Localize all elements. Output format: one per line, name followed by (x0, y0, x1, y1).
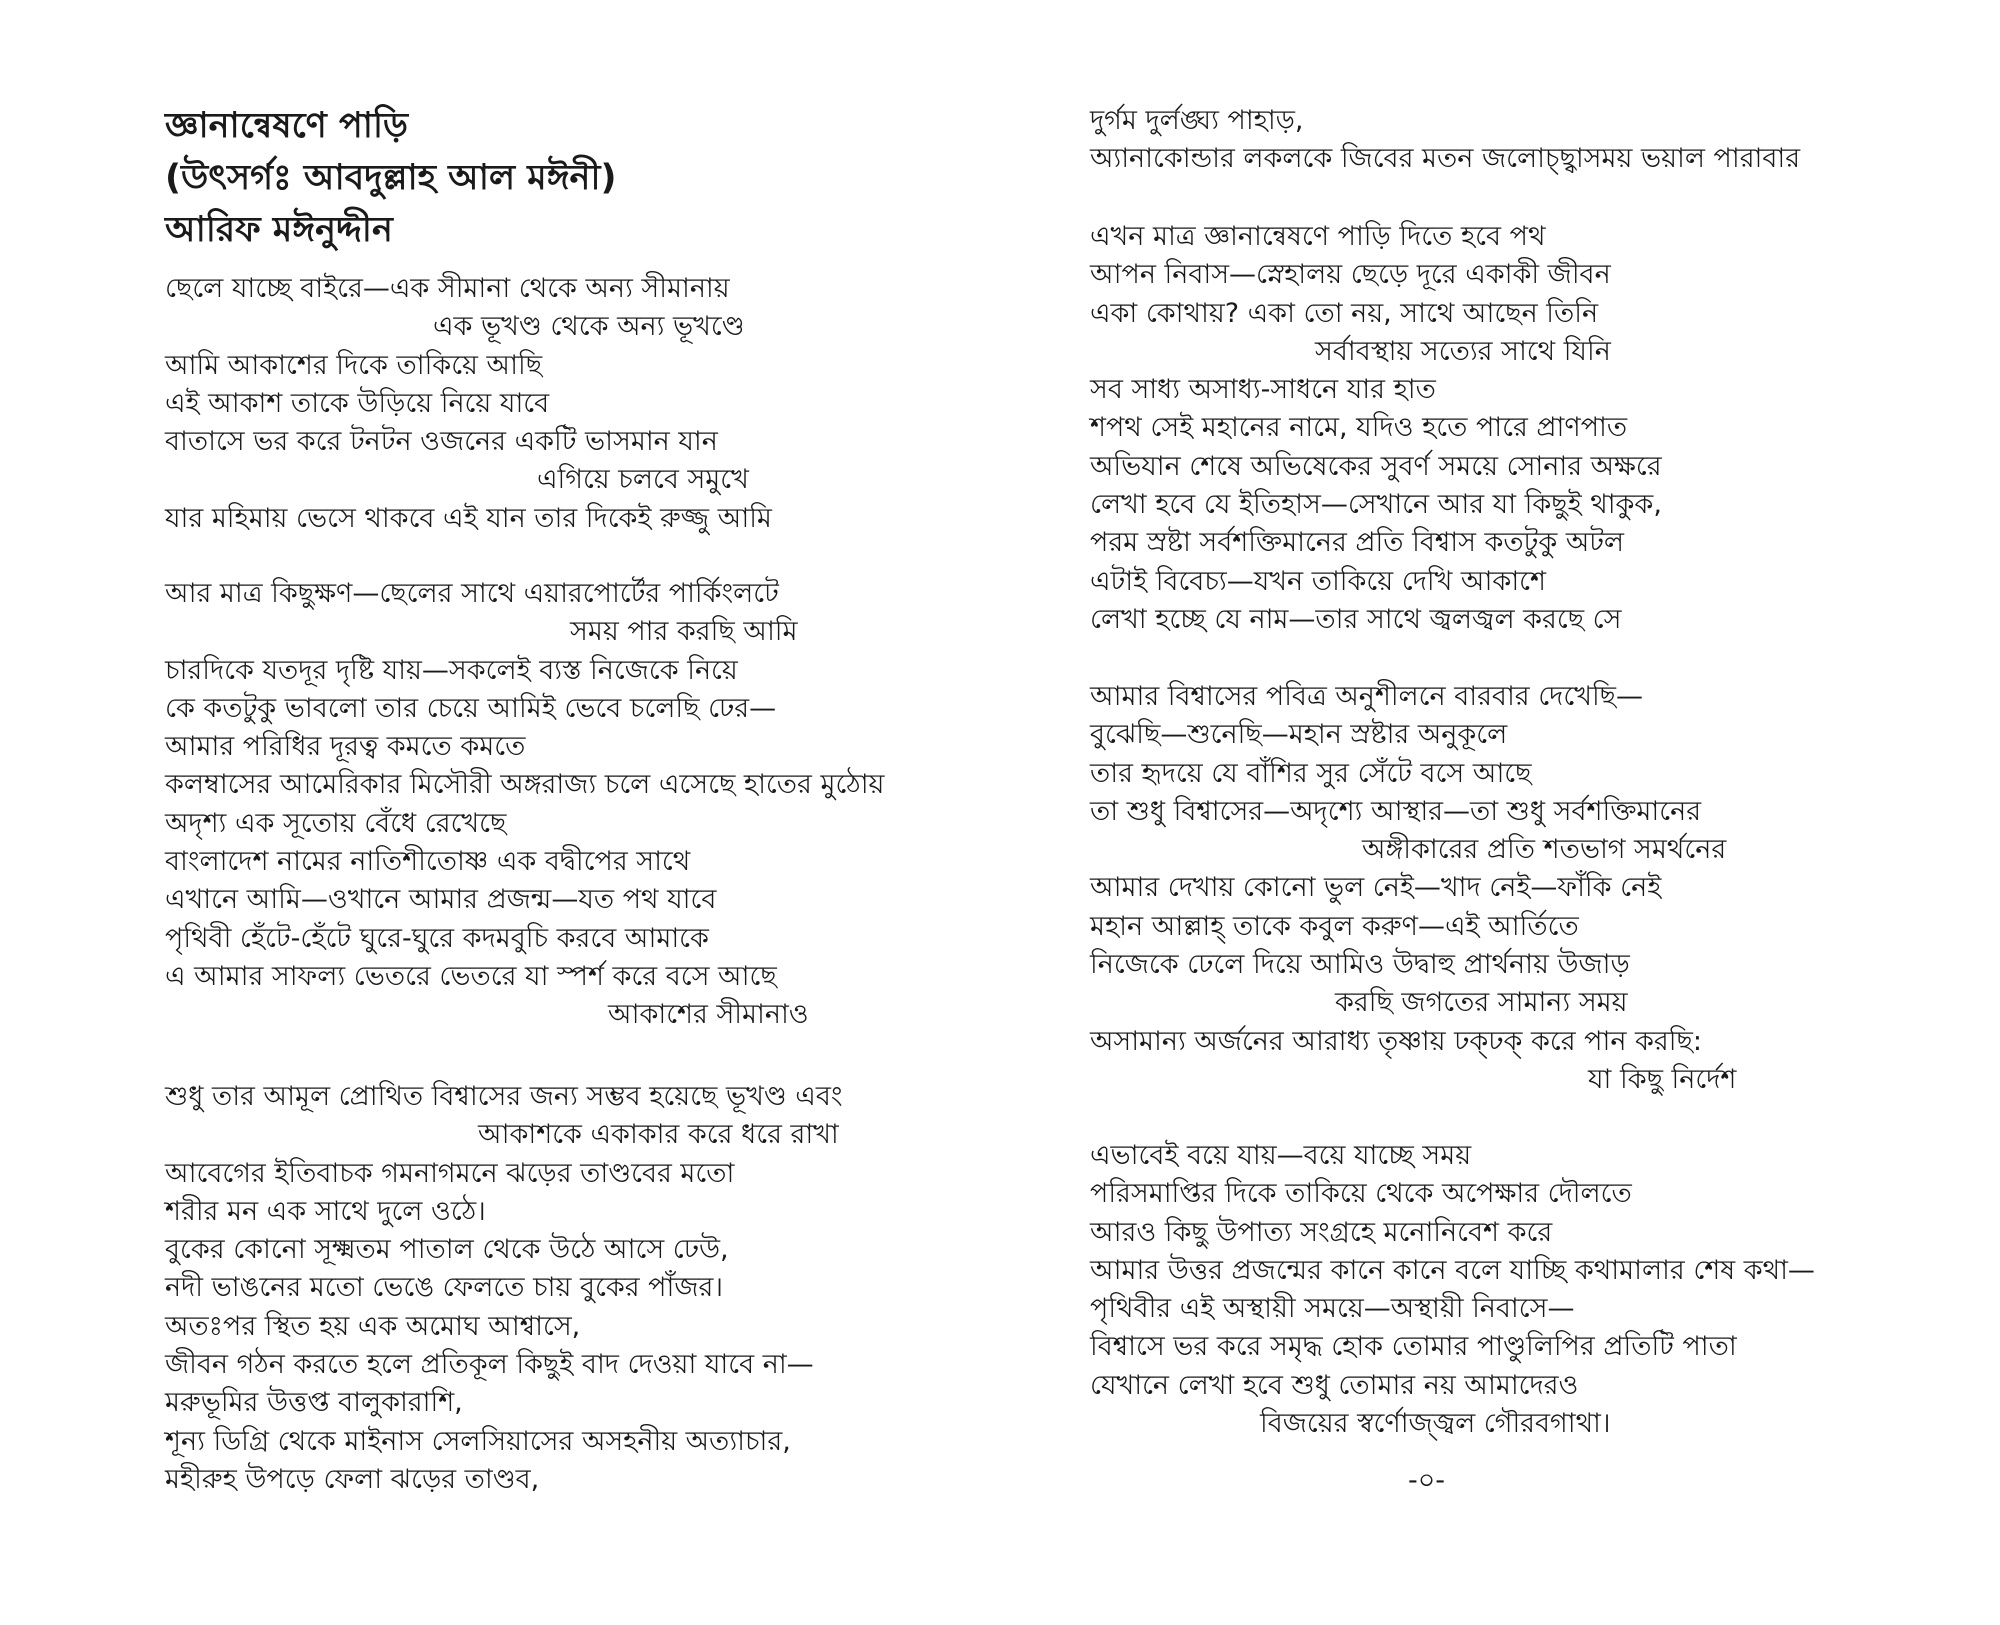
poem-line: অঙ্গীকারের প্রতি শতভাগ সমর্থনের (1362, 834, 1727, 866)
poem-line: এখানে আমি—ওখানে আমার প্রজন্ম—যত পথ যাবে (165, 884, 717, 916)
poem-line: নিজেকে ঢেলে দিয়ে আমিও উদ্বাহু প্রার্থনায় উজাড় (1090, 949, 1630, 981)
poem-line: লেখা হচ্ছে যে নাম—তার সাথে জ্বলজ্বল করছে সে (1090, 603, 1622, 635)
poem-line: এ আমার সাফল্য ভেতরে ভেতরে যা স্পর্শ করে বসে আছে (165, 960, 777, 992)
poem-line: মহান আল্লাহ্‌ তাকে কবুল করুণ—এই আর্তিতে (1090, 910, 1579, 942)
poem-line: শরীর মন এক সাথে দুলে ওঠে। (165, 1195, 486, 1227)
right-stanza-4 (1090, 1137, 1910, 1443)
left-stanza-3 (165, 1078, 985, 1499)
poem-line: শুধু তার আমূল প্রোথিত বিশ্বাসের জন্য সম্ভব হয়েছে ভূখণ্ড এবং (165, 1081, 843, 1112)
poem-line: অতঃপর স্থিত হয় এক অমোঘ আশ্বাসে, (165, 1310, 581, 1342)
poem-line: যার মহিমায় ভেসে থাকবে এই যান তার দিকেই রুজ্জু আমি (165, 502, 772, 534)
poem-line: জীবন গঠন করতে হলে প্রতিকূল কিছুই বাদ দেওয়া যাবে না— (165, 1349, 814, 1381)
poem-line: পৃথিবীর এই অস্থায়ী সময়ে—অস্থায়ী নিবাসে— (1090, 1293, 1575, 1325)
poem-line: তার হৃদয়ে যে বাঁশির সুর সেঁটে বসে আছে (1090, 757, 1532, 789)
poem-line: আরও কিছু উপাত্য সংগ্রহে মনোনিবেশ করে (1090, 1216, 1553, 1248)
poem-dedication: (উৎসর্গঃ আবদুল্লাহ আল মঈনী) (165, 158, 617, 198)
poem-line: আকাশকে একাকার করে ধরে রাখা (478, 1119, 839, 1151)
poem-line: দুর্গম দুর্লঙ্ঘ্য পাহাড়, (1090, 105, 1304, 136)
poem-line: তা শুধু বিশ্বাসের—অদৃশ্যে আস্থার—তা শুধু সর্বশক্তিমানের (1090, 795, 1702, 827)
left-stanza-1 (165, 270, 985, 538)
poem-line: চারদিকে যতদূর দৃষ্টি যায়—সকলেই ব্যস্ত নিজেকে নিয়ে (165, 654, 738, 686)
poem-line: বিজয়ের স্বর্ণোজ্জ্বল গৌরবগাথা। (1260, 1408, 1611, 1440)
poem-line: কে কতটুকু ভাবলো তার চেয়ে আমিই ভেবে চলেছি ঢের— (165, 692, 777, 724)
poem-author: আরিফ মঈনুদ্দীন (165, 210, 393, 250)
right-stanza-1 (1090, 102, 1910, 179)
poem-line: শপথ সেই মহানের নামে, যদিও হতে পারে প্রাণপাত (1090, 412, 1628, 444)
poem-line: সব সাধ্য অসাধ্য-সাধনে যার হাত (1090, 374, 1436, 406)
poem-line: আবেগের ইতিবাচক গমনাগমনে ঝড়ের তাণ্ডবের মতো (165, 1157, 735, 1189)
poem-line: করছি জগতের সামান্য সময় (1335, 987, 1628, 1019)
right-stanza-3 (1090, 678, 1910, 1099)
poem-line: বাংলাদেশ নামের নাতিশীতোষ্ণ এক বদ্বীপের সাথে (165, 846, 691, 878)
poem-line: এখন মাত্র জ্ঞানান্বেষণে পাড়ি দিতে হবে পথ (1090, 221, 1546, 252)
poem-line: আমি আকাশের দিকে তাকিয়ে আছি (165, 349, 543, 381)
poem-line: সময় পার করছি আমি (570, 616, 798, 648)
poem-line: শূন্য ডিগ্রি থেকে মাইনাস সেলসিয়াসের অসহনীয় অত্যাচার, (165, 1425, 791, 1457)
right-stanza-2 (1090, 218, 1910, 639)
poem-line: অভিযান শেষে অভিষেকের সুবর্ণ সময়ে সোনার অক্ষরে (1090, 450, 1662, 482)
poem-line: পরম স্রষ্টা সর্বশক্তিমানের প্রতি বিশ্বাস কতটুকু অটল (1090, 527, 1625, 559)
poem-line: এগিয়ে চলবে সমুখে (537, 464, 749, 496)
poem-line: এই আকাশ তাকে উড়িয়ে নিয়ে যাবে (165, 387, 550, 419)
poem-line: সর্বাবস্থায় সত্যের সাথে যিনি (1315, 335, 1611, 367)
poem-line: আপন নিবাস—স্নেহালয় ছেড়ে দূরে একাকী জীবন (1090, 259, 1611, 291)
poem-line: অসামান্য অর্জনের আরাধ্য তৃষ্ণায় ঢক্‌ঢক্‌ করে পান করছি: (1090, 1025, 1702, 1057)
end-mark: -০- (1408, 1465, 1446, 1496)
poem-line: আমার দেখায় কোনো ভুল নেই—খাদ নেই—ফাঁকি নেই (1090, 872, 1662, 904)
poem-line: অদৃশ্য এক সূতোয় বেঁধে রেখেছে (165, 807, 507, 839)
poem-header (165, 100, 985, 256)
poem-line: অ্যানাকোন্ডার লকলকে জিবের মতন জলোচ্ছ্বাসময় ভয়াল পারাবার (1090, 143, 1801, 175)
poem-line: বিশ্বাসে ভর করে সমৃদ্ধ হোক তোমার পাণ্ডুলিপির প্রতিটি পাতা (1090, 1331, 1737, 1363)
poem-line: এটাই বিবেচ্য—যখন তাকিয়ে দেখি আকাশে (1090, 565, 1546, 597)
poem-line: ছেলে যাচ্ছে বাইরে—এক সীমানা থেকে অন্য সীমানায় (165, 273, 730, 304)
poem-line: মহীরুহ উপড়ে ফেলা ঝড়ের তাণ্ডব, (165, 1463, 540, 1495)
poem-line: মরুভূমির উত্তপ্ত বালুকারাশি, (165, 1387, 463, 1419)
poem-line: যেখানে লেখা হবে শুধু তোমার নয় আমাদেরও (1090, 1369, 1579, 1401)
poem-line: আর মাত্র কিছুক্ষণ—ছেলের সাথে এয়ারপোর্টের পার্কিংলটে (165, 578, 779, 609)
poem-line: পৃথিবী হেঁটে-হেঁটে ঘুরে-ঘুরে কদমবুচি করবে আমাকে (165, 922, 709, 954)
poem-line: এভাবেই বয়ে যায়—বয়ে যাচ্ছে সময় (1090, 1140, 1472, 1171)
poem-line: আমার বিশ্বাসের পবিত্র অনুশীলনে বারবার দেখেছি— (1090, 681, 1644, 712)
poem-line: নদী ভাঙনের মতো ভেঙে ফেলতে চায় বুকের পাঁজর। (165, 1272, 723, 1304)
poem-line: যা কিছু নির্দেশ (1588, 1063, 1737, 1095)
poem-line: আমার পরিধির দূরত্ব কমতে কমতে (165, 731, 526, 763)
poem-line: আমার উত্তর প্রজন্মের কানে কানে বলে যাচ্ছি কথামালার শেষ কথা— (1090, 1254, 1815, 1286)
poem-line: একা কোথায়? একা তো নয়, সাথে আছেন তিনি (1090, 297, 1599, 329)
poem-line: বুকের কোনো সূক্ষ্মতম পাতাল থেকে উঠে আসে ঢেউ, (165, 1234, 729, 1266)
poem-line: বাতাসে ভর করে টনটন ওজনের একটি ভাসমান যান (165, 426, 718, 458)
poem-line: পরিসমাপ্তির দিকে তাকিয়ে থেকে অপেক্ষার দৌলতে (1090, 1178, 1632, 1210)
poem-line: বুঝেছি—শুনেছি—মহান স্রষ্টার অনুকূলে (1090, 719, 1508, 751)
poem-title: জ্ঞানান্বেষণে পাড়ি (165, 106, 408, 146)
poem-line: এক ভূখণ্ড থেকে অন্য ভূখণ্ডে (433, 311, 745, 343)
poem-line: লেখা হবে যে ইতিহাস—সেখানে আর যা কিছুই থাকুক, (1090, 489, 1662, 521)
poem-line: আকাশের সীমানাও (608, 999, 809, 1031)
left-stanza-2 (165, 575, 985, 1035)
poem-line: কলম্বাসের আমেরিকার মিসৌরী অঙ্গরাজ্য চলে এসেছে হাতের মুঠোয় (165, 769, 885, 801)
